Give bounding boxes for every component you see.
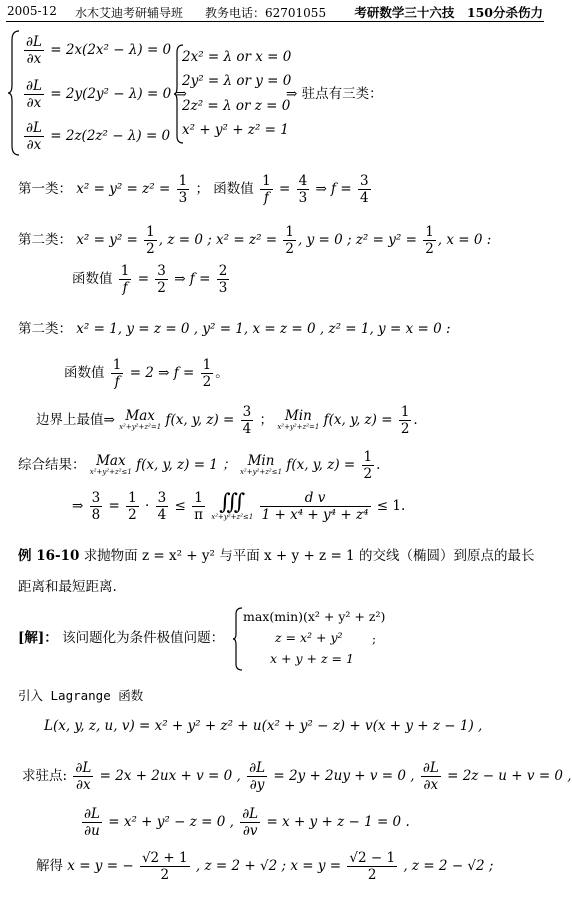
partial-eq-y: $\frac{\partial L}{\partial x}$ = 2y(2y² − λ) = 0 ⇒ [26,78,187,112]
class-2-value: 函数值 $\frac{1}{f}$ = $\frac{3}{2}$ ⇒ f = $\frac{2}{3}$ [72,263,228,297]
lagrange-intro: 引入 Lagrange 函数 [18,688,144,703]
constraint-3: x + y + z = 1 [270,651,354,666]
solution-line: [解]： 该问题化为条件极值问题： [18,630,225,646]
constraint-semicolon: ; [372,632,377,646]
result-row-1: 2x² = λ or x = 0 [182,49,292,65]
stationary-tail: ⇒ 驻点有三类： [286,86,383,102]
header-rule [6,21,544,22]
result-row-4: x² + y² + z² = 1 [182,122,289,138]
constraint-2: z = x² + y² [275,630,343,645]
partial-eq-z: $\frac{\partial L}{\partial x}$ = 2z(2z² − λ) = 0 [26,120,171,154]
result-row-2: 2y² = λ or y = 0 [182,73,292,89]
integral-line: ⇒ $\frac{3}{8}$ = $\frac{1}{2}$ · $\frac{3}{4}$ ≤ $\frac{1}{\pi}$ ∭ x²+y²+z²≤1 $\frac{\text{d v}}{\text{1 + x⁴ + y⁴ + z⁴}}$ ≤ 1. [72,490,406,524]
constraint-1: max(min)(x² + y² + z²) [243,609,386,624]
header-date: 2005-12 [7,4,57,18]
boundary-line: 边界上最值⇒ Max x²+y²+z²=1 f(x, y, z) = $\frac{3}{4}$ ； Min x²+y²+z²=1 f(x, y, z) = $\frac{1}{2}$ . [36,404,418,438]
class-2-line: 第二类： x² = y² = $\frac{1}{2}$ , z = 0 ; x² = z² = $\frac{1}{2}$ , y = 0 ; z² = y² = $\frac{1}{2}$ , x = 0 : [18,224,492,258]
partial-eq-x: $\frac{\partial L}{\partial x}$ = 2x(2x² − λ) = 0 [26,34,172,68]
class-1-line: 第一类： x² = y² = z² = $\frac{1}{3}$ ； 函数值 $\frac{1}{f}$ = $\frac{4}{3}$ ⇒ f = $\frac{3}{4}$ [18,173,369,207]
lagrange-function: L(x, y, z, u, v) = x² + y² + z² + u(x² + y² − z) + v(x + y + z − 1) , [44,718,483,734]
class-3-line: 第二类： x² = 1, y = z = 0 , y² = 1, x = z = 0 , z² = 1, y = x = 0 : [18,321,451,337]
header-office: 水木艾迪考研辅导班 [75,6,184,20]
summary-line: 综合结果： Max x²+y²+z²≤1 f(x, y, z) = 1 ； Min x²+y²+z²≤1 f(x, y, z) = $\frac{1}{2}$ . [18,449,381,483]
example-line-1: 例 16-10 求抛物面 z = x² + y² 与平面 x + y + z = 1 的交线（椭圆）到原点的最长 [18,548,535,564]
stationary-row-2: $\frac{\partial L}{\partial u}$ = x² + y² − z = 0 , $\frac{\partial L}{\partial v}$ = x + y + z − 1 = 0 . [84,806,410,840]
header-phone: 教务电话：62701055 [205,6,327,20]
example-line-2: 距离和最短距离. [18,579,117,595]
page-header [0,0,550,22]
header-title: 考研数学三十六技 150分杀伤力 [354,5,543,20]
left-brace-1 [8,30,20,156]
solution-values: 解得 x = y = − $\frac{√2 + 1}{2}$ , z = 2 + √2 ; x = y = $\frac{√2 - 1}{2}$ , z = 2 − √2 ; [36,850,494,884]
result-row-3: 2z² = λ or z = 0 [182,98,291,114]
class-3-value: 函数值 $\frac{1}{f}$ = 2 ⇒ f = $\frac{1}{2}$ 。 [64,357,229,391]
stationary-row-1: 求驻点: $\frac{\partial L}{\partial x}$ = 2x + 2ux + v = 0 , $\frac{\partial L}{\partial y}$ = 2y + 2uy + v = 0 , $\frac{\partial L}{\partial x}$ = 2z − u + v = 0 , [22,760,572,794]
constraint-brace [233,607,243,671]
